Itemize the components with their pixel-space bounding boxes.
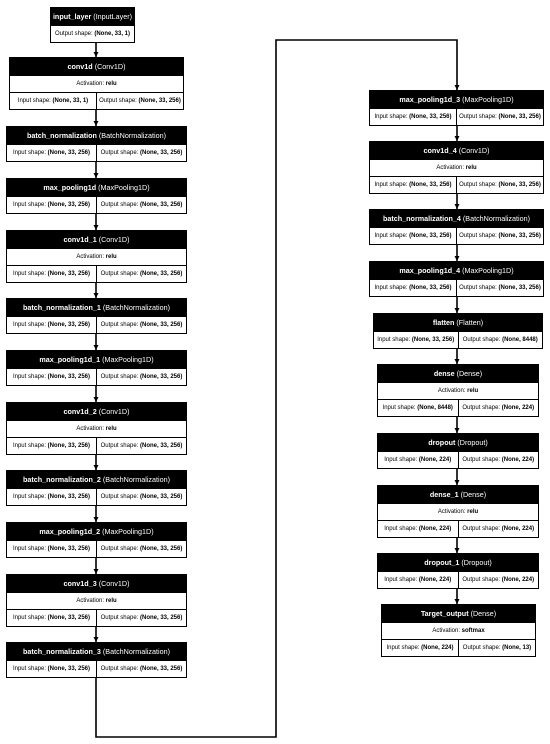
output-shape-value: (None, 33, 256) (140, 374, 183, 380)
input-shape (7, 438, 96, 454)
input-shape-value: (None, 33, 256) (409, 182, 452, 188)
layer-header (7, 471, 186, 489)
output-shape-label: Output shape: (100, 615, 139, 621)
activation-value: relu (467, 509, 479, 515)
output-shape-value: (None, 8448) (502, 337, 538, 343)
layer-node (377, 433, 539, 469)
layer-name: Target_output (420, 609, 469, 618)
output-shape-label: Output shape: (100, 202, 139, 208)
layer-type: (BatchNormalization) (462, 214, 530, 223)
activation-value: relu (465, 165, 477, 171)
layer-node (377, 553, 539, 589)
input-shape-label: Input shape: (12, 374, 46, 380)
input-shape-value: (None, 33, 256) (409, 285, 452, 291)
input-shape-value: (None, 33, 256) (47, 615, 91, 621)
layer-header (382, 605, 535, 623)
layer-node (6, 574, 187, 627)
input-shape (7, 610, 96, 626)
activation-row (382, 623, 535, 640)
shape-row (370, 177, 543, 193)
layer-node (6, 470, 187, 506)
output-shape (96, 369, 186, 385)
layer-node (6, 126, 187, 162)
layer-header (374, 314, 542, 332)
output-shape-label: Output shape: (100, 443, 139, 449)
input-shape-value: (None, 33, 256) (47, 322, 91, 328)
input-shape-value: (None, 224) (418, 526, 452, 532)
output-shape-label: Output shape: (462, 577, 501, 583)
layer-header (7, 403, 186, 421)
activation-row (7, 421, 186, 438)
output-shape-value: (None, 33, 256) (140, 202, 183, 208)
input-shape-value: (None, 8448) (417, 405, 453, 411)
layer-header (7, 179, 186, 197)
layer-node (6, 178, 187, 214)
output-shape (458, 332, 543, 348)
output-shape-label: Output shape: (100, 150, 139, 156)
output-shape (96, 317, 186, 333)
activation-value: relu (467, 388, 479, 394)
shape-row (378, 400, 538, 416)
layer-node (377, 364, 539, 417)
input-shape-label: Input shape: (382, 405, 416, 411)
activation-row (10, 76, 183, 93)
layer-type: (BatchNormalization) (102, 475, 170, 484)
input-shape-value: (None, 33, 256) (47, 494, 91, 500)
layer-node (369, 209, 544, 245)
layer-name: conv1d_3 (63, 579, 97, 588)
output-shape-value: (None, 33, 256) (140, 494, 183, 500)
input-shape-value: (None, 33, 256) (47, 666, 91, 672)
output-shape (96, 610, 186, 626)
output-shape (96, 489, 186, 505)
activation-row (378, 504, 538, 521)
output-shape-value: (None, 33, 256) (140, 666, 183, 672)
shape-row (7, 489, 186, 505)
layer-type: (Conv1D) (98, 579, 130, 588)
input-shape (382, 640, 458, 656)
layer-name: dropout_1 (424, 558, 460, 567)
input-shape (378, 400, 458, 416)
output-shape (96, 438, 186, 454)
input-shape (370, 228, 456, 244)
output-shape-value: (None, 33, 1) (94, 31, 131, 37)
output-shape-value: (None, 224) (501, 457, 535, 463)
output-shape-value: (None, 33, 256) (140, 615, 183, 621)
output-shape-value: (None, 33, 256) (498, 114, 541, 120)
layer-name: conv1d_2 (63, 407, 97, 416)
activation-label: Activation: (432, 628, 460, 634)
activation-row (7, 249, 186, 266)
layer-header (51, 8, 134, 26)
input-shape (378, 521, 458, 537)
layer-node (6, 298, 187, 334)
layer-node (373, 313, 543, 349)
output-shape-value: (None, 33, 256) (138, 98, 181, 104)
output-shape-value: (None, 33, 256) (140, 271, 183, 277)
shape-row (374, 332, 542, 348)
layer-name: batch_normalization_4 (383, 214, 461, 223)
output-shape-label: Output shape: (100, 546, 139, 552)
layer-header (10, 58, 183, 76)
output-shape (458, 521, 539, 537)
output-shape-value: (None, 224) (501, 405, 535, 411)
layer-type: (Dense) (470, 609, 497, 618)
output-shape-value: (None, 33, 256) (498, 233, 541, 239)
input-shape (370, 109, 456, 125)
output-shape (96, 93, 183, 109)
input-shape-label: Input shape: (374, 182, 408, 188)
input-shape-label: Input shape: (17, 98, 51, 104)
layer-name: dense (433, 369, 455, 378)
layer-type: (Dropout) (457, 438, 488, 447)
layer-type: (InputLayer) (93, 12, 133, 21)
input-shape-value: (None, 33, 256) (47, 202, 91, 208)
layer-name: max_pooling1d_4 (399, 266, 461, 275)
output-shape (456, 280, 543, 296)
layer-node (377, 485, 539, 538)
layer-header (378, 486, 538, 504)
output-shape-label: Output shape: (100, 494, 139, 500)
layer-node (6, 522, 187, 558)
activation-label: Activation: (76, 254, 104, 260)
shape-row (370, 109, 543, 125)
input-shape-label: Input shape: (12, 150, 46, 156)
output-shape (96, 266, 186, 282)
input-shape-value: (None, 33, 256) (47, 374, 91, 380)
layer-type: (MaxPooling1D) (102, 355, 154, 364)
shape-row (370, 280, 543, 296)
input-shape (378, 572, 458, 588)
input-shape-label: Input shape: (374, 233, 408, 239)
output-shape-label: Output shape: (99, 98, 137, 104)
shape-row (370, 228, 543, 244)
layer-type: (Dense) (456, 369, 483, 378)
activation-row (378, 383, 538, 400)
input-shape (370, 280, 456, 296)
layer-type: (MaxPooling1D) (462, 95, 514, 104)
output-shape-value: (None, 224) (501, 526, 535, 532)
layer-node (369, 90, 544, 126)
activation-label: Activation: (76, 598, 104, 604)
layer-name: max_pooling1d (43, 183, 97, 192)
output-shape-value: (None, 33, 256) (498, 285, 541, 291)
output-shape-value: (None, 13) (502, 645, 532, 651)
activation-value: relu (105, 254, 117, 260)
layer-name: batch_normalization_1 (23, 303, 101, 312)
input-shape-value: (None, 224) (418, 457, 452, 463)
output-shape-label: Output shape: (462, 457, 501, 463)
input-shape-label: Input shape: (12, 271, 46, 277)
input-shape-value: (None, 33, 1) (52, 98, 89, 104)
input-shape-label: Input shape: (384, 526, 418, 532)
output-shape-label: Output shape: (54, 31, 93, 37)
layer-node (6, 230, 187, 283)
output-shape-label: Output shape: (100, 271, 139, 277)
layer-node (6, 402, 187, 455)
layer-type: (Conv1D) (98, 407, 130, 416)
input-shape (10, 93, 96, 109)
input-shape (370, 177, 456, 193)
input-shape-label: Input shape: (384, 457, 418, 463)
output-shape-label: Output shape: (459, 114, 497, 120)
layer-name: dropout (428, 438, 456, 447)
layer-node (9, 57, 184, 110)
output-shape-label: Output shape: (462, 405, 501, 411)
layer-header (370, 91, 543, 109)
layer-header (370, 210, 543, 228)
input-shape-value: (None, 33, 256) (409, 233, 452, 239)
layer-name: conv1d (67, 62, 93, 71)
layer-type: (BatchNormalization) (102, 647, 170, 656)
shape-row (378, 572, 538, 588)
layer-name: max_pooling1d_3 (399, 95, 461, 104)
shape-row (10, 93, 183, 109)
output-shape-label: Output shape: (459, 285, 497, 291)
shape-row (7, 610, 186, 626)
activation-value: relu (105, 598, 117, 604)
layer-name: max_pooling1d_2 (39, 527, 101, 536)
layer-node (381, 604, 536, 657)
layer-header (7, 575, 186, 593)
layer-name: batch_normalization_2 (23, 475, 101, 484)
output-shape-value: (None, 33, 256) (140, 150, 183, 156)
output-shape-value: (None, 33, 256) (140, 322, 183, 328)
input-shape (378, 452, 458, 468)
input-shape-label: Input shape: (12, 443, 46, 449)
output-shape (458, 400, 539, 416)
input-shape (7, 661, 96, 677)
layer-header (378, 365, 538, 383)
input-shape-value: (None, 33, 256) (411, 337, 455, 343)
shape-row (7, 145, 186, 161)
input-shape-value: (None, 33, 256) (47, 546, 91, 552)
output-shape-label: Output shape: (100, 322, 139, 328)
layer-name: flatten (432, 318, 455, 327)
activation-label: Activation: (437, 509, 466, 515)
layer-type: (Dropout) (461, 558, 492, 567)
layer-type: (MaxPooling1D) (102, 527, 154, 536)
output-shape (458, 640, 535, 656)
activation-label: Activation: (436, 165, 464, 171)
output-shape-label: Output shape: (100, 666, 139, 672)
activation-label: Activation: (76, 426, 104, 432)
layer-type: (Flatten) (456, 318, 484, 327)
layer-node (6, 350, 187, 386)
layer-header (7, 643, 186, 661)
output-shape (456, 109, 543, 125)
output-shape (458, 572, 539, 588)
layer-type: (Dense) (460, 490, 487, 499)
input-shape-label: Input shape: (384, 577, 418, 583)
input-shape (7, 541, 96, 557)
output-shape-label: Output shape: (100, 374, 139, 380)
layer-type: (MaxPooling1D) (462, 266, 514, 275)
output-shape-label: Output shape: (462, 337, 501, 343)
layer-header (370, 262, 543, 280)
layer-node (6, 642, 187, 678)
layer-name: batch_normalization_3 (23, 647, 101, 656)
input-shape-label: Input shape: (12, 202, 46, 208)
layer-name: max_pooling1d_1 (39, 355, 101, 364)
shape-row (7, 317, 186, 333)
input-shape (7, 489, 96, 505)
output-shape-label: Output shape: (462, 645, 501, 651)
activation-value: relu (105, 426, 117, 432)
layer-header (7, 231, 186, 249)
layer-name: batch_normalization (27, 131, 97, 140)
output-shape-value: (None, 33, 256) (498, 182, 541, 188)
input-shape-value: (None, 33, 256) (47, 443, 91, 449)
layer-header (378, 554, 538, 572)
output-shape (96, 541, 186, 557)
output-shape (458, 452, 539, 468)
output-shape (96, 661, 186, 677)
layer-type: (Conv1D) (458, 146, 490, 155)
layer-type: (BatchNormalization) (98, 131, 166, 140)
input-shape-value: (None, 33, 256) (47, 150, 91, 156)
activation-row (7, 593, 186, 610)
input-shape-label: Input shape: (374, 114, 408, 120)
layer-type: (BatchNormalization) (102, 303, 170, 312)
input-shape-value: (None, 33, 256) (409, 114, 452, 120)
input-shape-label: Input shape: (12, 666, 46, 672)
shape-row (7, 266, 186, 282)
layer-name: dense_1 (429, 490, 459, 499)
input-shape-value: (None, 33, 256) (47, 271, 91, 277)
layer-header (7, 351, 186, 369)
shape-row (382, 640, 535, 656)
output-shape (96, 197, 186, 213)
activation-value: relu (105, 81, 117, 87)
layer-name: conv1d_1 (63, 235, 97, 244)
input-shape-label: Input shape: (377, 337, 411, 343)
output-shape-label: Output shape: (462, 526, 501, 532)
input-shape (7, 369, 96, 385)
input-shape (374, 332, 458, 348)
shape-row (7, 369, 186, 385)
input-shape-label: Input shape: (386, 645, 420, 651)
layer-type: (Conv1D) (94, 62, 126, 71)
layer-header (7, 127, 186, 145)
activation-value: softmax (461, 628, 485, 634)
layer-type: (Conv1D) (98, 235, 130, 244)
input-shape (7, 145, 96, 161)
output-shape (456, 177, 543, 193)
shape-row (378, 521, 538, 537)
output-shape (51, 26, 134, 42)
input-shape-value: (None, 224) (418, 577, 452, 583)
layer-node (369, 141, 544, 194)
output-shape-value: (None, 224) (501, 577, 535, 583)
output-shape (96, 145, 186, 161)
layer-name: conv1d_4 (423, 146, 457, 155)
input-shape-value: (None, 224) (421, 645, 454, 651)
input-shape-label: Input shape: (374, 285, 408, 291)
layer-header (7, 523, 186, 541)
output-shape-label: Output shape: (459, 233, 497, 239)
input-shape-label: Input shape: (12, 322, 46, 328)
output-shape-value: (None, 33, 256) (140, 443, 183, 449)
activation-row (370, 160, 543, 177)
input-shape-label: Input shape: (12, 546, 46, 552)
shape-row (7, 438, 186, 454)
output-shape (456, 228, 543, 244)
layer-header (370, 142, 543, 160)
layer-node (369, 261, 544, 297)
layer-type: (MaxPooling1D) (98, 183, 150, 192)
layer-header (7, 299, 186, 317)
layer-header (378, 434, 538, 452)
shape-row (378, 452, 538, 468)
input-shape (7, 317, 96, 333)
input-shape (7, 197, 96, 213)
layer-node (50, 7, 135, 43)
output-shape-label: Output shape: (459, 182, 497, 188)
shape-row (7, 197, 186, 213)
activation-label: Activation: (437, 388, 466, 394)
output-shape-value: (None, 33, 256) (140, 546, 183, 552)
input-shape-label: Input shape: (12, 494, 46, 500)
input-shape (7, 266, 96, 282)
input-shape-label: Input shape: (12, 615, 46, 621)
shape-row (7, 541, 186, 557)
activation-label: Activation: (76, 81, 104, 87)
shape-row (7, 661, 186, 677)
layer-name: input_layer (52, 12, 92, 21)
